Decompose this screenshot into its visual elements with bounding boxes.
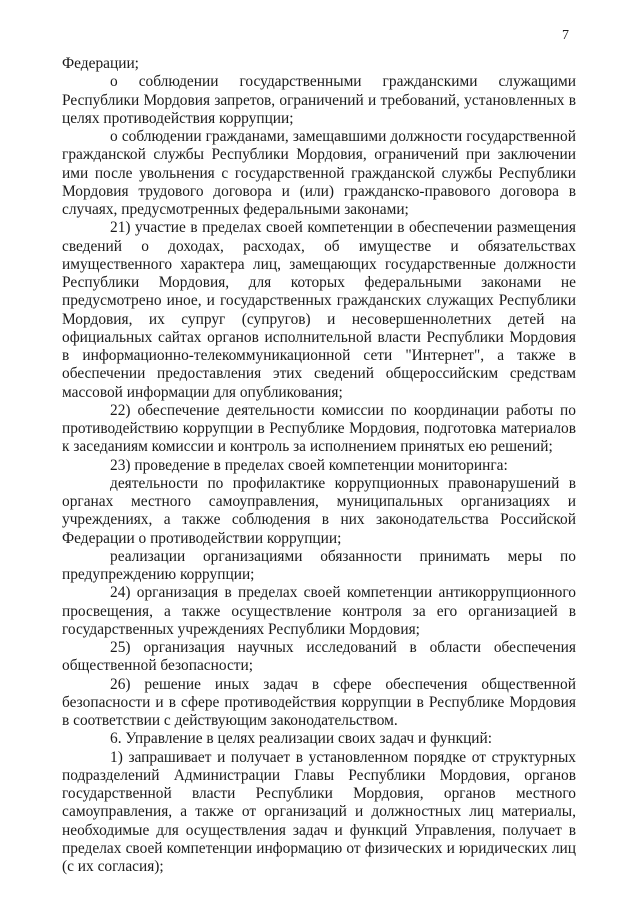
paragraph-monitoring-organizations: реализации организациями обязанности принимать меры по предупреждению коррупции; [62, 547, 576, 583]
page-number: 7 [562, 28, 569, 43]
document-body [62, 55, 576, 876]
paragraph-item-25: 25) организация научных исследований в области обеспечения общественной безопасности; [62, 639, 576, 675]
paragraph-item-26: 26) решение иных задач в сфере обеспечения общественной безопасности и в сфере противодействия коррупции в Республике Мордовия в соответствии с действующим законодательством. [62, 675, 576, 729]
paragraph-item-23: 23) проведение в пределах своей компетенции мониторинга: [110, 456, 508, 474]
paragraph-monitoring-activity: деятельности по профилактике коррупционных правонарушений в органах местного самоуправления, муниципальных организациях и учреждениях, а также соблюдения в них законодательства Российской Федерации о противодействии коррупции; [62, 474, 576, 547]
paragraph-compliance-civil-servants: о соблюдении государственными гражданскими служащими Республики Мордовия запретов, ограничений и требований, установленных в целях противодействия коррупции; [62, 73, 576, 127]
paragraph-item-21: 21) участие в пределах своей компетенции в обеспечении размещения сведений о доходах, расходах, об имуществе и обязательствах имущественного характера лиц, замещающих государственные должности Республики Мордовия, для которых федеральными законами не предусмотрено иное, и государственных гражданских служащих Республики Мордовия, их супруг (супругов) и несовершеннолетних детей на официальных сайтах органов исполнительной власти Республики Мордовия в информационно-телекоммуникационной сети "Интернет", а также в обеспечении предоставления этих сведений общероссийским средствам массовой информации для опубликования; [62, 219, 576, 401]
paragraph-section-6: 6. Управление в целях реализации своих задач и функций: [110, 730, 493, 748]
paragraph-compliance-former-servants: о соблюдении гражданами, замещавшими должности государственной гражданской службы Республики Мордовия, ограничений при заключении ими после увольнения с государственной гражданской службы Республики Мордовия трудового договора и (или) гражданско-правового договора в случаях, предусмотренных федеральными законами; [62, 128, 576, 218]
paragraph-item-24: 24) организация в пределах своей компетенции антикоррупционного просвещения, а также осуществление контроля за его организацией в государственных учреждениях Республики Мордовия; [62, 584, 576, 638]
paragraph-item-22: 22) обеспечение деятельности комиссии по координации работы по противодействию коррупции в Республике Мордовия, подготовка материалов к заседаниям комиссии и контроль за исполнением принятых ею решений; [62, 401, 576, 456]
paragraph-continuation: Федерации; [62, 55, 139, 72]
paragraph-section-6-item-1: 1) запрашивает и получает в установленном порядке от структурных подразделений Администрации Главы Республики Мордовия, органов государственной власти Республики Мордовия, органов местного самоуправления, а также от организаций и должностных лиц материалы, необходимые для осуществления задач и функций Управления, получает в пределах своей компетенции информацию от физических и юридических лиц (с их согласия); [62, 748, 576, 875]
